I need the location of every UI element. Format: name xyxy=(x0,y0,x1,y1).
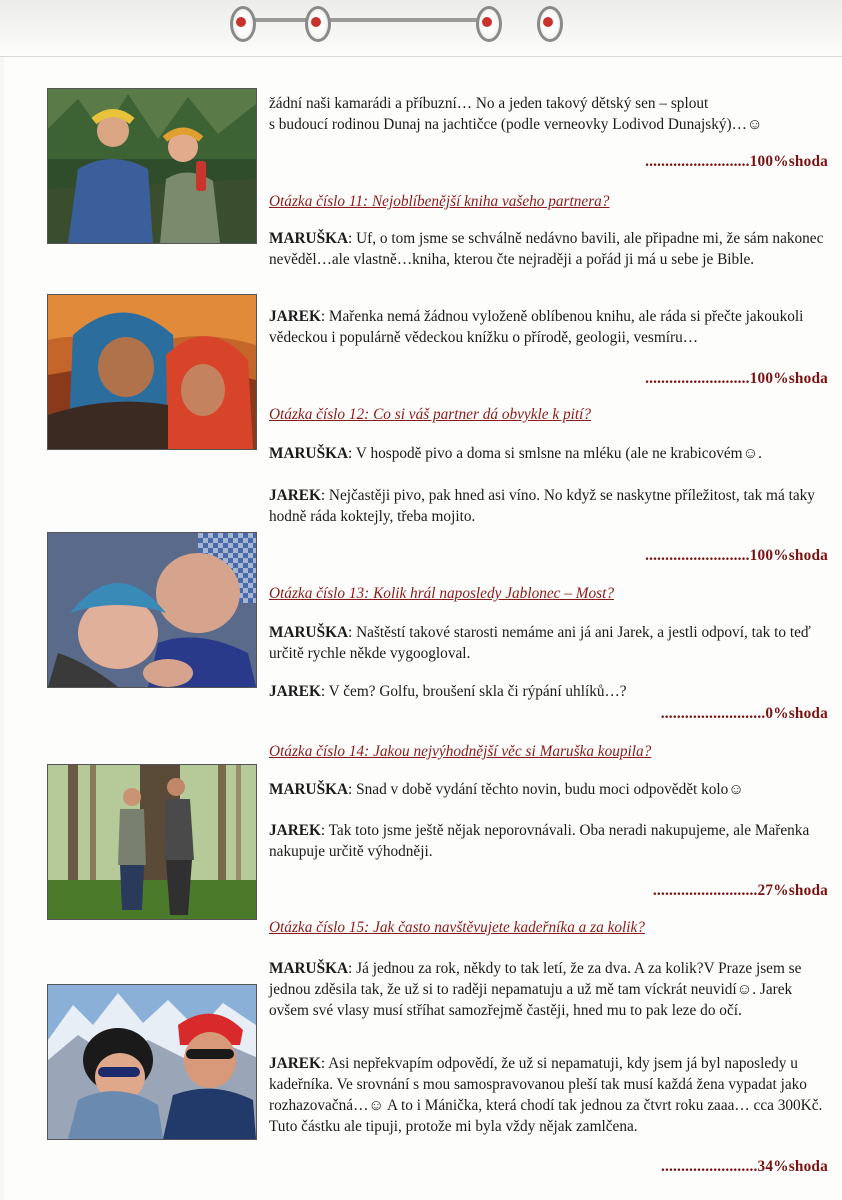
answer-jarek-11 xyxy=(269,306,829,348)
answer-jarek-14 xyxy=(269,820,829,862)
answer-maruska-14 xyxy=(269,779,829,800)
speaker-jarek: JAREK xyxy=(269,487,321,504)
speaker-maruska: MARUŠKA xyxy=(269,781,349,798)
binder-ring xyxy=(476,6,502,42)
score-15: ........................34%shoda xyxy=(660,1158,828,1175)
photo-couple-forest-tree xyxy=(47,764,257,920)
question-15: Otázka číslo 15: Jak často navštěvujete kadeřníka a za kolik? xyxy=(269,919,645,936)
answer-text: : Mařenka nemá žádnou vyloženě oblíbenou knihu, ale ráda si přečte jakoukoli vědeckou i populárně vědeckou knížku o přírodě, geologii, vesmíru… xyxy=(269,308,804,346)
photo-couple-sleeping xyxy=(47,532,257,688)
answer-jarek-13 xyxy=(269,681,829,702)
question-11: Otázka číslo 11: Nejoblíbenější kniha vašeho partnera? xyxy=(269,193,610,210)
answer-maruska-15 xyxy=(269,958,829,1021)
answer-jarek-15 xyxy=(269,1053,829,1137)
speaker-jarek: JAREK xyxy=(269,308,321,325)
speaker-jarek: JAREK xyxy=(269,822,321,839)
answer-text: : Já jednou za rok, někdy to tak letí, že za dva. A za kolik?V Praze jsem se jednou zděsila tak, že už si to raději nepamatuju a už mě tam víckrát neuvidí☺. Jarek ovšem své vlasy musí stříhat samozřejmě častěji, hned mu to pak leze do očí. xyxy=(269,960,802,1019)
score-11: ..........................100%shoda xyxy=(645,370,828,387)
speaker-jarek: JAREK xyxy=(269,1055,321,1072)
score-10: ..........................100%shoda xyxy=(645,153,828,170)
answer-text: : V hospodě pivo a doma si smlsne na mléku (ale ne krabicovém☺. xyxy=(348,445,763,462)
photo-couple-desert-scarves xyxy=(47,294,257,450)
answer-text: : Uf, o tom jsme se schválně nedávno bavili, ale připadne mi, že sám nakonec nevěděl…ale vlastně…kniha, kterou čte nejraději a pořád ji má u sebe je Bible. xyxy=(269,230,824,268)
photo-couple-snowy-mountain xyxy=(47,984,257,1140)
question-13: Otázka číslo 13: Kolik hrál naposledy Jablonec – Most? xyxy=(269,585,614,602)
speaker-maruska: MARUŠKA xyxy=(269,624,349,641)
answer-maruska-13 xyxy=(269,622,829,664)
intro-line-1: žádní naši kamarádi a příbuzní… No a jeden takový dětský sen – splout xyxy=(269,95,709,112)
binder-strip xyxy=(0,0,842,57)
speaker-maruska: MARUŠKA xyxy=(269,445,349,462)
speaker-maruska: MARUŠKA xyxy=(269,960,349,977)
answer-text: : Tak toto jsme ještě nějak neporovnávali. Oba neradi nakupujeme, ale Mařenka nakupuje určitě výhodněji. xyxy=(269,822,810,860)
answer-text: : Snad v době vydání těchto novin, budu moci odpovědět kolo☺ xyxy=(348,781,744,798)
score-14: ..........................27%shoda xyxy=(652,882,828,899)
photo-couple-flower-wreaths xyxy=(47,88,257,244)
answer-text: : Nejčastěji pivo, pak hned asi víno. No když se naskytne příležitost, tak má taky hodně ráda koktejly, třeba mojito. xyxy=(269,487,815,525)
answer-text: : V čem? Golfu, broušení skla či rýpání uhlíků…? xyxy=(320,683,627,700)
binder-ring xyxy=(230,6,256,42)
answer-maruska-11 xyxy=(269,228,829,270)
binder-wire xyxy=(323,18,483,22)
speaker-maruska: MARUŠKA xyxy=(269,230,349,247)
speaker-jarek: JAREK xyxy=(269,683,321,700)
score-13: ..........................0%shoda xyxy=(660,705,828,722)
intro-text xyxy=(269,93,829,135)
question-12: Otázka číslo 12: Co si váš partner dá obvykle k pití? xyxy=(269,406,592,423)
answer-jarek-12 xyxy=(269,485,829,527)
intro-line-2: s budoucí rodinou Dunaj na jachtičce (podle verneovky Lodivod Dunajský)…☺ xyxy=(269,116,763,133)
score-12: ..........................100%shoda xyxy=(645,547,828,564)
answer-text: : Naštěstí takové starosti nemáme ani já ani Jarek, a jestli odpoví, tak to teď určitě rychle někde vygoogloval. xyxy=(269,624,811,662)
answer-text: : Asi nepřekvapím odpovědí, že už si nepamatuji, kdy jsem já byl naposledy u kadeřníka. Ve srovnání s mou samospravovanou pleší tak musí každá žena vypadat jako rozhazovačná…☺ A to i Mánička, která chodí tak jednou za čtvrt roku zaaa… cca 300Kč. Tuto částku ale tipuji, protože mi byla vždy nějak zamlčena. xyxy=(269,1055,823,1135)
binder-ring xyxy=(537,6,563,42)
question-14: Otázka číslo 14: Jakou nejvýhodnější věc si Maruška koupila? xyxy=(269,743,652,760)
binder-ring xyxy=(305,6,331,42)
answer-maruska-12 xyxy=(269,443,829,464)
